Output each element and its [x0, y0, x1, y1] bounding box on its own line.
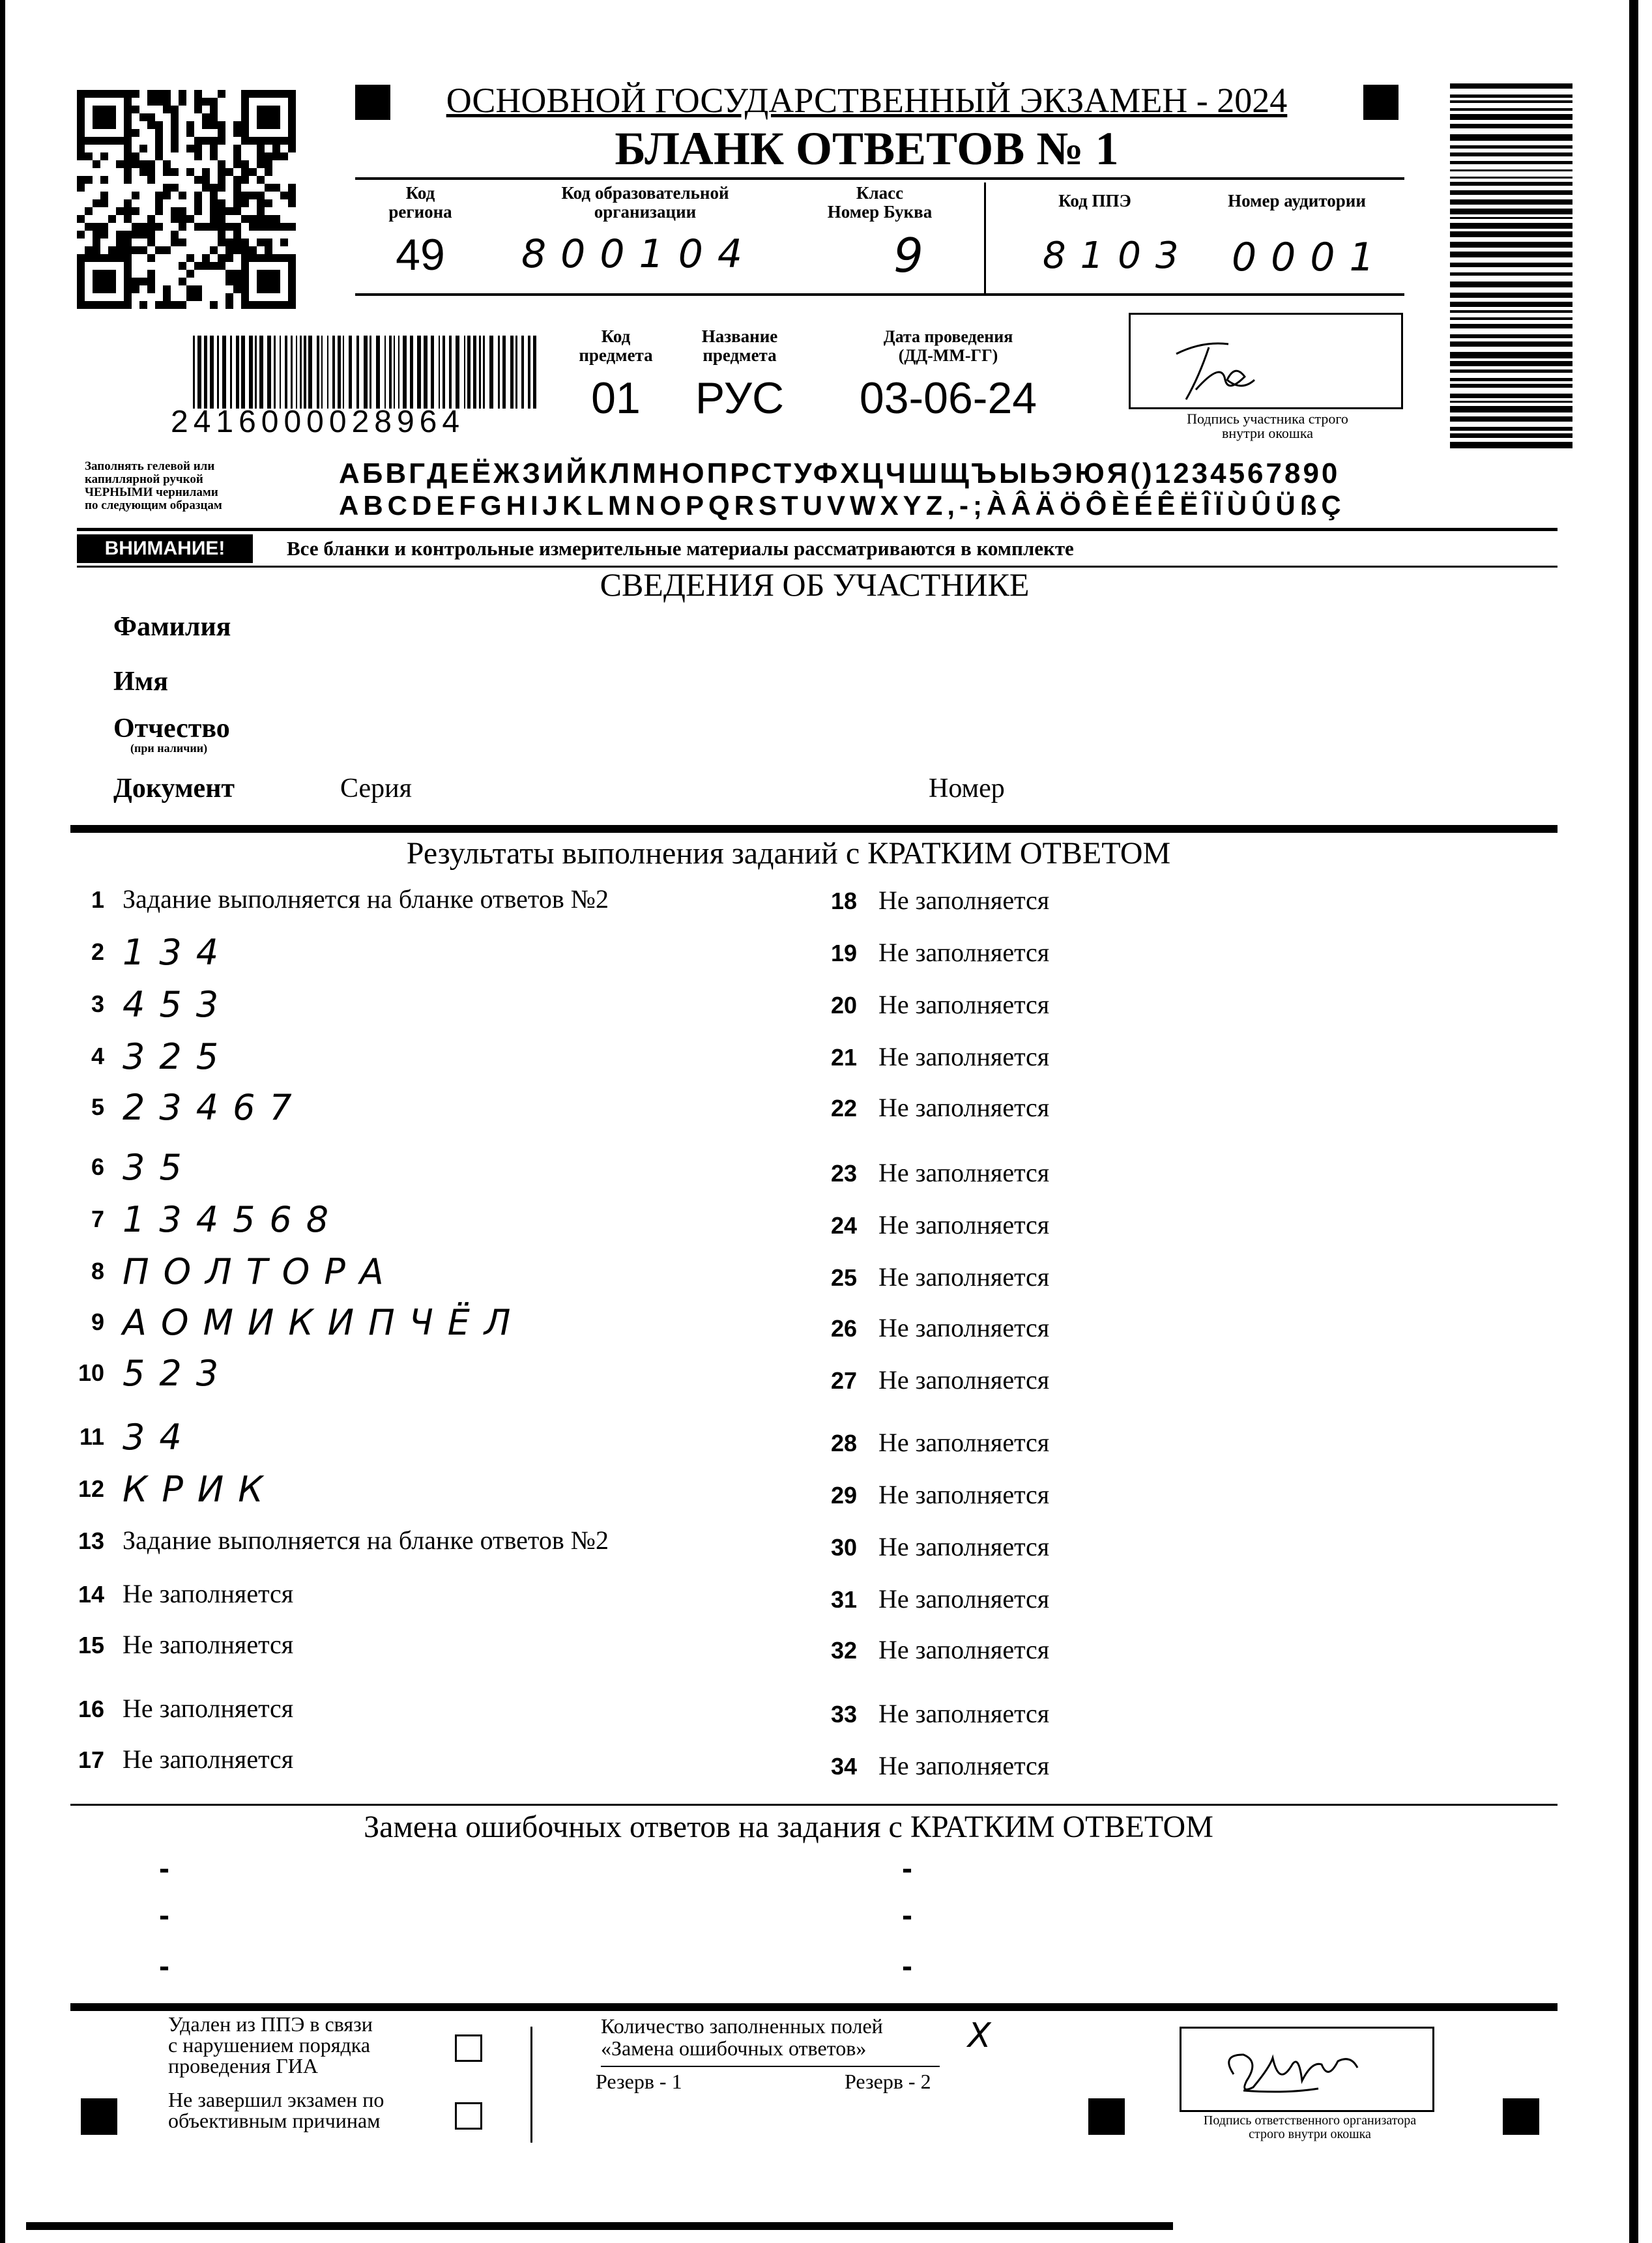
task-number: 20 — [830, 992, 857, 1019]
answer-status: Не заполняется — [878, 1635, 1050, 1664]
ppe-code-value: 8103 — [1043, 235, 1193, 277]
result-row-28[interactable] — [815, 1427, 1401, 1466]
label-exam-date: Дата проведения (ДД-ММ-ГГ) — [883, 327, 1013, 365]
count-label: Количество заполненных полей «Замена ошибочных ответов» — [601, 2014, 883, 2060]
result-row-27[interactable] — [815, 1365, 1401, 1404]
reserve-2: Резерв - 2 — [845, 2070, 931, 2093]
answer-status: Не заполняется — [878, 1093, 1050, 1122]
answer-status: Не заполняется — [878, 990, 1050, 1019]
corner-marker-bottom-center — [1088, 2098, 1125, 2135]
result-row-1[interactable] — [65, 884, 782, 929]
not-finished-label: Не завершил экзамен по объективным причинам — [168, 2088, 384, 2132]
count-underline — [601, 2066, 940, 2067]
result-row-32[interactable] — [815, 1634, 1401, 1673]
task-number: 28 — [830, 1430, 857, 1456]
task-number: 34 — [830, 1753, 857, 1780]
scan-border-right — [1629, 0, 1638, 2243]
result-row-34[interactable] — [815, 1750, 1401, 1789]
room-number-value: 0001 — [1232, 235, 1389, 280]
answer-status: Не заполняется — [878, 1428, 1050, 1457]
answer-status: Не заполняется — [878, 1365, 1050, 1395]
result-row-3[interactable] — [65, 984, 782, 1034]
label-ppe-code: Код ППЭ — [1058, 191, 1131, 210]
result-row-24[interactable] — [815, 1209, 1401, 1249]
task-number: 32 — [830, 1637, 857, 1664]
exam-title: ОСНОВНОЙ ГОСУДАРСТВЕННЫЙ ЭКЗАМЕН - 2024 — [446, 81, 1288, 120]
task-number: 6 — [91, 1153, 104, 1180]
task-number: 26 — [830, 1315, 857, 1342]
handwritten-answer: 325 — [123, 1036, 233, 1077]
replacement-dash-1[interactable]: - — [159, 1851, 169, 1886]
task-number: 5 — [91, 1093, 104, 1120]
document-label: Документ — [113, 774, 235, 803]
task-number: 31 — [830, 1586, 857, 1613]
result-row-21[interactable] — [815, 1041, 1401, 1080]
result-row-10[interactable] — [65, 1353, 782, 1402]
replacement-section-title: Замена ошибочных ответов на задания с КРАТКИМ ОТВЕТОМ — [364, 1810, 1213, 1844]
task-number: 23 — [830, 1160, 857, 1187]
class-value: 9 — [893, 228, 938, 283]
participant-section-title: СВЕДЕНИЯ ОБ УЧАСТНИКЕ — [600, 566, 1030, 603]
task-number: 30 — [830, 1534, 857, 1561]
result-row-19[interactable] — [815, 937, 1401, 976]
participant-rule — [70, 825, 1558, 833]
replacement-dash-6[interactable]: - — [902, 1949, 912, 1984]
result-row-4[interactable] — [65, 1036, 782, 1086]
answer-status: Задание выполняется на бланке ответов №2 — [123, 884, 609, 914]
replacement-dash-2[interactable]: - — [159, 1898, 169, 1933]
task-number: 15 — [78, 1632, 104, 1658]
answer-status: Не заполняется — [123, 1630, 294, 1659]
handwritten-answer: АОМИКИПЧЁЛ — [123, 1302, 525, 1343]
subject-name-value: РУС — [695, 373, 785, 423]
label-room-number: Номер аудитории — [1228, 191, 1366, 210]
answer-status: Не заполняется — [123, 1579, 294, 1608]
sample-instruction: Заполнять гелевой или капиллярной ручкой ЧЕРНЫМИ чернилами по следующим образцам — [85, 459, 222, 512]
result-row-14[interactable] — [65, 1578, 782, 1624]
replacement-dash-3[interactable]: - — [159, 1949, 169, 1984]
organizer-caption: Подпись ответственного организатора строго внутри окошка — [1203, 2113, 1417, 2141]
answer-status: Не заполняется — [123, 1694, 294, 1723]
handwritten-answer: 523 — [123, 1353, 233, 1394]
surname-label: Фамилия — [113, 612, 231, 642]
task-number: 24 — [830, 1212, 857, 1239]
result-row-13[interactable] — [65, 1525, 782, 1570]
warning-badge: ВНИМАНИЕ! — [77, 534, 253, 563]
task-number: 10 — [78, 1359, 104, 1386]
header-rule-top — [355, 177, 1404, 180]
patronymic-note: (при наличии) — [130, 742, 208, 755]
handwritten-answer: КРИК — [123, 1469, 278, 1510]
header-divider — [984, 182, 986, 293]
handwritten-answer: 23467 — [123, 1087, 306, 1128]
task-number: 3 — [91, 991, 104, 1017]
replacement-rule — [70, 2003, 1558, 2011]
result-row-9[interactable] — [65, 1302, 782, 1352]
answer-status: Задание выполняется на бланке ответов №2 — [123, 1526, 609, 1555]
header-rule-bottom — [355, 293, 1404, 296]
results-rule — [70, 1804, 1558, 1806]
task-number: 8 — [91, 1258, 104, 1284]
replacement-dash-4[interactable]: - — [902, 1851, 912, 1886]
task-number: 14 — [78, 1581, 104, 1608]
result-row-33[interactable] — [815, 1698, 1401, 1737]
series-label: Серия — [340, 774, 412, 803]
label-org-code: Код образовательной организации — [561, 183, 729, 222]
result-row-30[interactable] — [815, 1531, 1401, 1570]
handwritten-answer: 35 — [123, 1147, 196, 1188]
organizer-signature-box[interactable] — [1180, 2027, 1434, 2112]
corner-marker-bottom-right — [1503, 2098, 1539, 2135]
sample-row-latin: ABCDEFGHIJKLMNOPQRSTUVWXYZ,-;ÀÂÄÖÔÈÉÊËÎÏÙÛÜßÇ — [339, 490, 1346, 521]
task-number: 12 — [78, 1475, 104, 1502]
result-row-23[interactable] — [815, 1157, 1401, 1196]
corner-marker-bottom-left — [81, 2098, 117, 2135]
answer-status: Не заполняется — [878, 1313, 1050, 1342]
task-number: 33 — [830, 1701, 857, 1728]
warning-text: Все бланки и контрольные измерительные материалы рассматриваются в комплекте — [287, 537, 1074, 560]
result-row-17[interactable] — [65, 1744, 782, 1789]
task-number: 2 — [91, 938, 104, 965]
task-number: 17 — [78, 1746, 104, 1773]
result-row-8[interactable] — [65, 1251, 782, 1301]
handwritten-answer: 34 — [123, 1417, 196, 1458]
side-barcode-icon — [1450, 83, 1574, 448]
corner-marker-top-right — [1363, 85, 1398, 120]
handwritten-answer: 453 — [123, 984, 233, 1025]
participant-signature-box[interactable] — [1129, 313, 1403, 409]
result-row-7[interactable] — [65, 1199, 782, 1249]
task-number: 7 — [91, 1206, 104, 1232]
region-code-value: 49 — [396, 230, 445, 280]
label-subject-code: Код предмета — [579, 326, 653, 365]
scan-border-bottom — [26, 2222, 1173, 2230]
result-row-26[interactable] — [815, 1312, 1401, 1352]
sample-rule — [77, 528, 1558, 531]
label-class: Класс Номер Буква — [827, 183, 933, 222]
task-number: 22 — [830, 1095, 857, 1122]
patronymic-label: Отчество — [113, 714, 230, 744]
task-number: 16 — [78, 1696, 104, 1722]
task-number: 11 — [79, 1423, 104, 1450]
replacement-dash-5[interactable]: - — [902, 1898, 912, 1933]
exam-date-value: 03-06-24 — [859, 373, 1037, 423]
handwritten-answer: 134568 — [123, 1199, 343, 1240]
answer-status: Не заполняется — [878, 1210, 1050, 1239]
task-number: 21 — [830, 1044, 857, 1071]
org-code-value: 800104 — [521, 231, 757, 277]
task-number: 18 — [830, 888, 857, 914]
result-row-29[interactable] — [815, 1479, 1401, 1518]
result-row-11[interactable] — [65, 1417, 782, 1466]
label-subject-name: Название предмета — [701, 326, 778, 365]
result-row-18[interactable] — [815, 885, 1401, 924]
answer-status: Не заполняется — [878, 1751, 1050, 1780]
reserve-1: Резерв - 1 — [596, 2070, 682, 2093]
task-number: 29 — [830, 1482, 857, 1509]
result-row-16[interactable] — [65, 1693, 782, 1739]
task-number: 19 — [830, 940, 857, 966]
result-row-22[interactable] — [815, 1092, 1401, 1131]
scan-border-left — [0, 0, 5, 2243]
task-number: 1 — [91, 886, 104, 913]
result-row-25[interactable] — [815, 1262, 1401, 1301]
task-number: 4 — [91, 1043, 104, 1069]
answer-status: Не заполняется — [878, 1584, 1050, 1614]
result-row-5[interactable] — [65, 1087, 782, 1136]
answer-status: Не заполняется — [878, 886, 1050, 915]
removed-label: Удален из ППЭ в связи с нарушением порядка проведения ГИА — [168, 2012, 373, 2077]
sample-row-cyrillic: АБВГДЕЁЖЗИЙКЛМНОПРСТУФХЦЧШЩЪЫЬЭЮЯ()1234567890 — [339, 457, 1340, 489]
name-label: Имя — [113, 667, 168, 697]
answer-status: Не заполняется — [878, 1699, 1050, 1728]
answer-status: Не заполняется — [878, 1262, 1050, 1292]
task-number: 25 — [830, 1264, 857, 1291]
participant-signature-icon — [1131, 315, 1401, 407]
footer-divider — [530, 2027, 532, 2143]
result-row-15[interactable] — [65, 1629, 782, 1675]
answer-status: Не заполняется — [878, 1042, 1050, 1071]
count-value[interactable]: X — [968, 2016, 1006, 2055]
answer-status: Не заполняется — [123, 1744, 294, 1774]
barcode-number: 2416000028964 — [171, 405, 465, 439]
handwritten-answer: 134 — [123, 932, 233, 973]
results-section-title: Результаты выполнения заданий с КРАТКИМ ОТВЕТОМ — [406, 836, 1171, 871]
not-finished-checkbox[interactable] — [455, 2102, 482, 2130]
result-row-2[interactable] — [65, 932, 782, 981]
answer-status: Не заполняется — [878, 1532, 1050, 1561]
qr-code-icon — [77, 90, 312, 309]
corner-marker-top-left — [355, 85, 390, 120]
signature-caption: Подпись участника строго внутри окошка — [1187, 411, 1348, 441]
number-label: Номер — [929, 774, 1005, 803]
answer-status: Не заполняется — [878, 1480, 1050, 1509]
result-row-31[interactable] — [815, 1584, 1401, 1623]
task-number: 13 — [78, 1527, 104, 1554]
answer-status: Не заполняется — [878, 1158, 1050, 1187]
task-number: 27 — [830, 1367, 857, 1394]
result-row-6[interactable] — [65, 1147, 782, 1196]
result-row-12[interactable] — [65, 1469, 782, 1518]
handwritten-answer: ПОЛТОРА — [123, 1251, 398, 1292]
subject-code-value: 01 — [591, 373, 641, 423]
removed-checkbox[interactable] — [455, 2034, 482, 2062]
result-row-20[interactable] — [815, 989, 1401, 1028]
answer-status: Не заполняется — [878, 938, 1050, 967]
organizer-signature-icon — [1181, 2029, 1432, 2110]
form-title: БЛАНК ОТВЕТОВ № 1 — [615, 123, 1119, 175]
task-number: 9 — [91, 1309, 104, 1335]
label-region-code: Код региона — [388, 183, 452, 222]
